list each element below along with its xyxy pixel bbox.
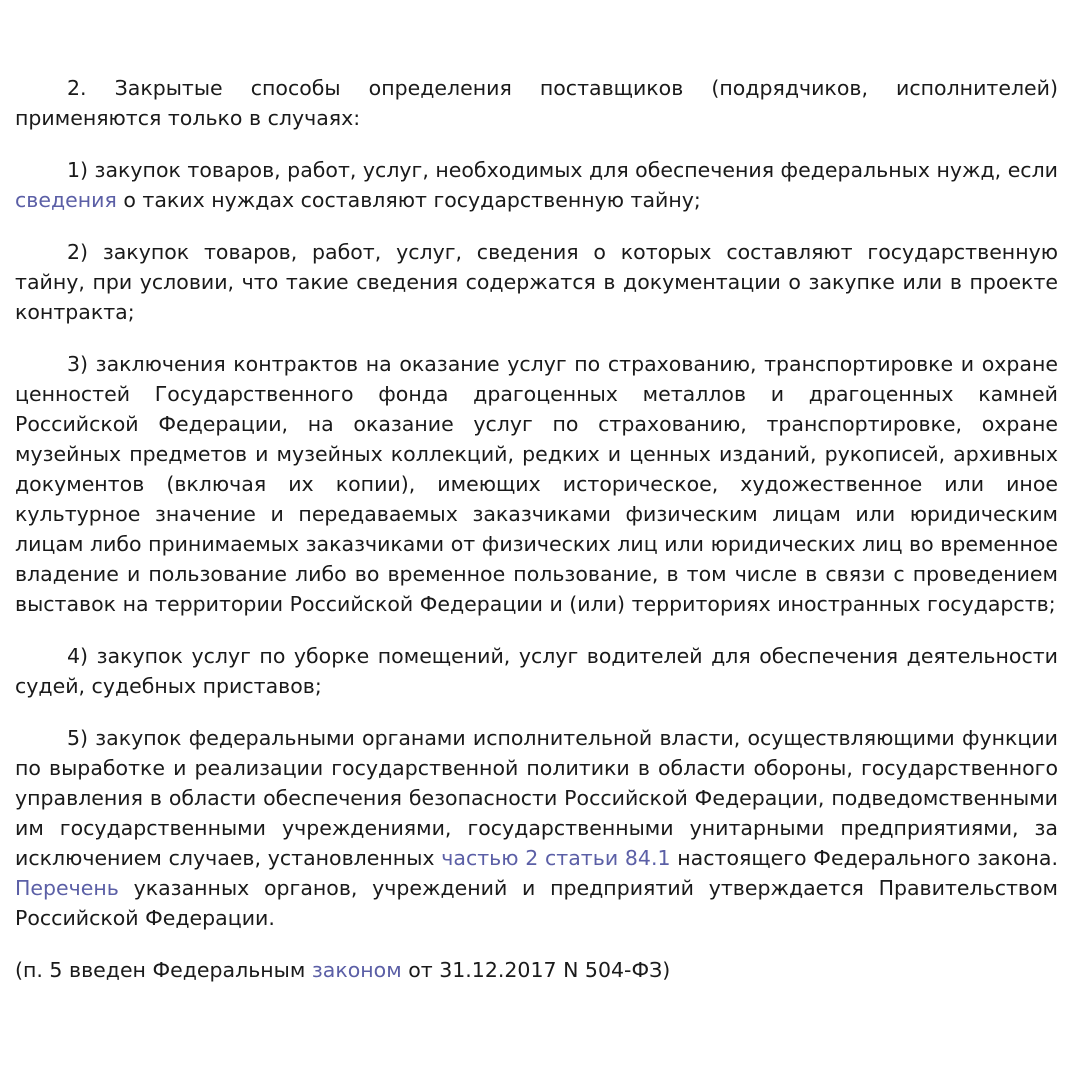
item-5-paragraph	[15, 723, 1058, 933]
svedeniya-link[interactable]: сведения	[15, 188, 117, 212]
note-text-before: (п. 5 введен Федеральным	[15, 958, 312, 982]
item-4-paragraph	[15, 641, 1058, 701]
item-1-text-before: 1) закупок товаров, работ, услуг, необходимых для обеспечения федеральных нужд, если	[67, 158, 1058, 182]
item-2-paragraph	[15, 237, 1058, 327]
zakon-link[interactable]: законом	[311, 958, 402, 982]
perechen-link[interactable]: Перечень	[15, 876, 119, 900]
item-5-text-part3: указанных органов, учреждений и предприятий утверждается Правительством Российской Федерации.	[15, 876, 1058, 930]
clause-2-text: 2. Закрытые способы определения поставщиков (подрядчиков, исполнителей) применяются только в случаях:	[15, 76, 1058, 130]
item-5-text-part1: 5) закупок федеральными органами исполнительной власти, осуществляющими функции по выработке и реализации государственной политики в области обороны, государственного управления в области обеспечения безопасности Российской Федерации, подведомственными им государственными учреждениями, государственными унитарными предприятиями, за исключением случаев, установленных	[15, 726, 1058, 870]
article-84-1-link[interactable]: частью 2 статьи 84.1	[441, 846, 671, 870]
item-4-text: 4) закупок услуг по уборке помещений, услуг водителей для обеспечения деятельности судей, судебных приставов;	[15, 644, 1058, 698]
item-5-text-part2: настоящего Федерального закона.	[670, 846, 1058, 870]
amendment-note	[15, 955, 1058, 985]
item-1-paragraph	[15, 155, 1058, 215]
legal-document	[15, 73, 1058, 985]
item-3-paragraph	[15, 349, 1058, 619]
note-text-after: от 31.12.2017 N 504-ФЗ)	[401, 958, 671, 982]
item-2-text: 2) закупок товаров, работ, услуг, сведения о которых составляют государственную тайну, при условии, что такие сведения содержатся в документации о закупке или в проекте контракта;	[15, 240, 1058, 324]
clause-2-intro	[15, 73, 1058, 133]
item-3-text: 3) заключения контрактов на оказание услуг по страхованию, транспортировке и охране ценностей Государственного фонда драгоценных металлов и драгоценных камней Российской Федерации, на оказание услуг по страхованию, транспортировке, охране музейных предметов и музейных коллекций, редких и ценных изданий, рукописей, архивных документов (включая их копии), имеющих историческое, художественное или иное культурное значение и передаваемых заказчиками физическим лицам или юридическим лицам либо принимаемых заказчиками от физических лиц или юридических лиц во временное владение и пользование либо во временное пользование, в том числе в связи с проведением выставок на территории Российской Федерации и (или) территориях иностранных государств;	[15, 352, 1058, 616]
item-1-text-after: о таких нуждах составляют государственную тайну;	[116, 188, 701, 212]
